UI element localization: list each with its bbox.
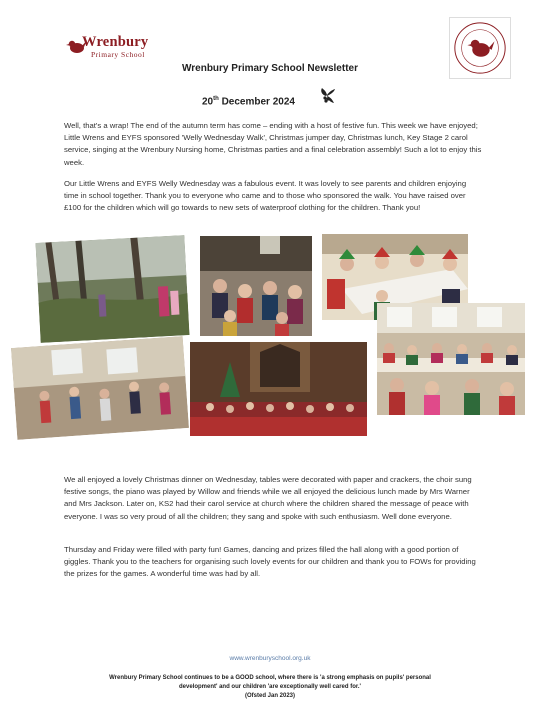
photo-children-hall <box>200 236 312 336</box>
logo-name: Wrenbury <box>82 34 149 50</box>
footer-line-2: development' and our children 'are exceptionally well cared for.' <box>178 684 361 690</box>
logo-subtitle: Primary School <box>91 50 145 59</box>
paragraph-welly-walk: Our Little Wrens and EYFS Welly Wednesday was a fabulous event. It was lovely to see parents and children enjoying time in school together. Thank you to everyone who came and to those who sponsored the walk. You have raised over £100 for the children which will go towards to new sets of waterproof clothing for the children. Thank you! <box>64 179 467 213</box>
footer-line-1: Wrenbury Primary School continues to be a GOOD school, where there is 'a strong emphasis on pupils' personal <box>109 675 431 681</box>
photo-carol-service-church <box>190 342 367 436</box>
photo-welly-walk <box>35 235 189 343</box>
school-logo <box>66 34 166 60</box>
school-website-link[interactable]: www.wrenburyschool.org.uk <box>229 655 311 662</box>
paragraph-parties: Thursday and Friday were filled with party fun! Games, dancing and prizes filled the hall along with a good portion of giggles. Thank you to the teachers for organising such lovely events for our children and thank you to FOWs for providing the prizes for the games. A wonderful time was had by all. <box>64 545 476 579</box>
paragraph-christmas-dinner: We all enjoyed a lovely Christmas dinner on Wednesday, tables were decorated with paper and crackers, the choir sung festive songs, the piano was played by Willow and friends while we all enjoyed the delicious lunch made by Mrs Warner and Mrs Jackson. Later on, KS2 had their carol service at church where the children shared the message of peace with everyone. I was so very proud of all the children; they sang and spoke with such enthusiasm. Well done everyone. <box>64 475 472 521</box>
photo-party-tables <box>377 303 525 415</box>
footer-ofsted-quote <box>70 674 470 701</box>
holly-icon <box>317 86 337 106</box>
footer-line-3: (Ofsted Jan 2023) <box>244 693 296 699</box>
paragraph-term-summary: Well, that's a wrap! The end of the autumn term has come – ending with a host of festive fun. This week we have enjoyed; Little Wrens and EYFS sponsored 'Welly Wednesday Walk', Christmas jumper day, Christmas lunch, Key Stage 2 carol service, singing at the Wrenbury Nursing home, Christmas parties and a final celebration assembly! Such a lot to enjoy this week. <box>64 121 482 167</box>
photo-party-dancing <box>11 336 189 440</box>
newsletter-title: Wrenbury Primary School Newsletter <box>182 63 358 74</box>
newsletter-date: 20th December 2024 <box>202 96 295 108</box>
